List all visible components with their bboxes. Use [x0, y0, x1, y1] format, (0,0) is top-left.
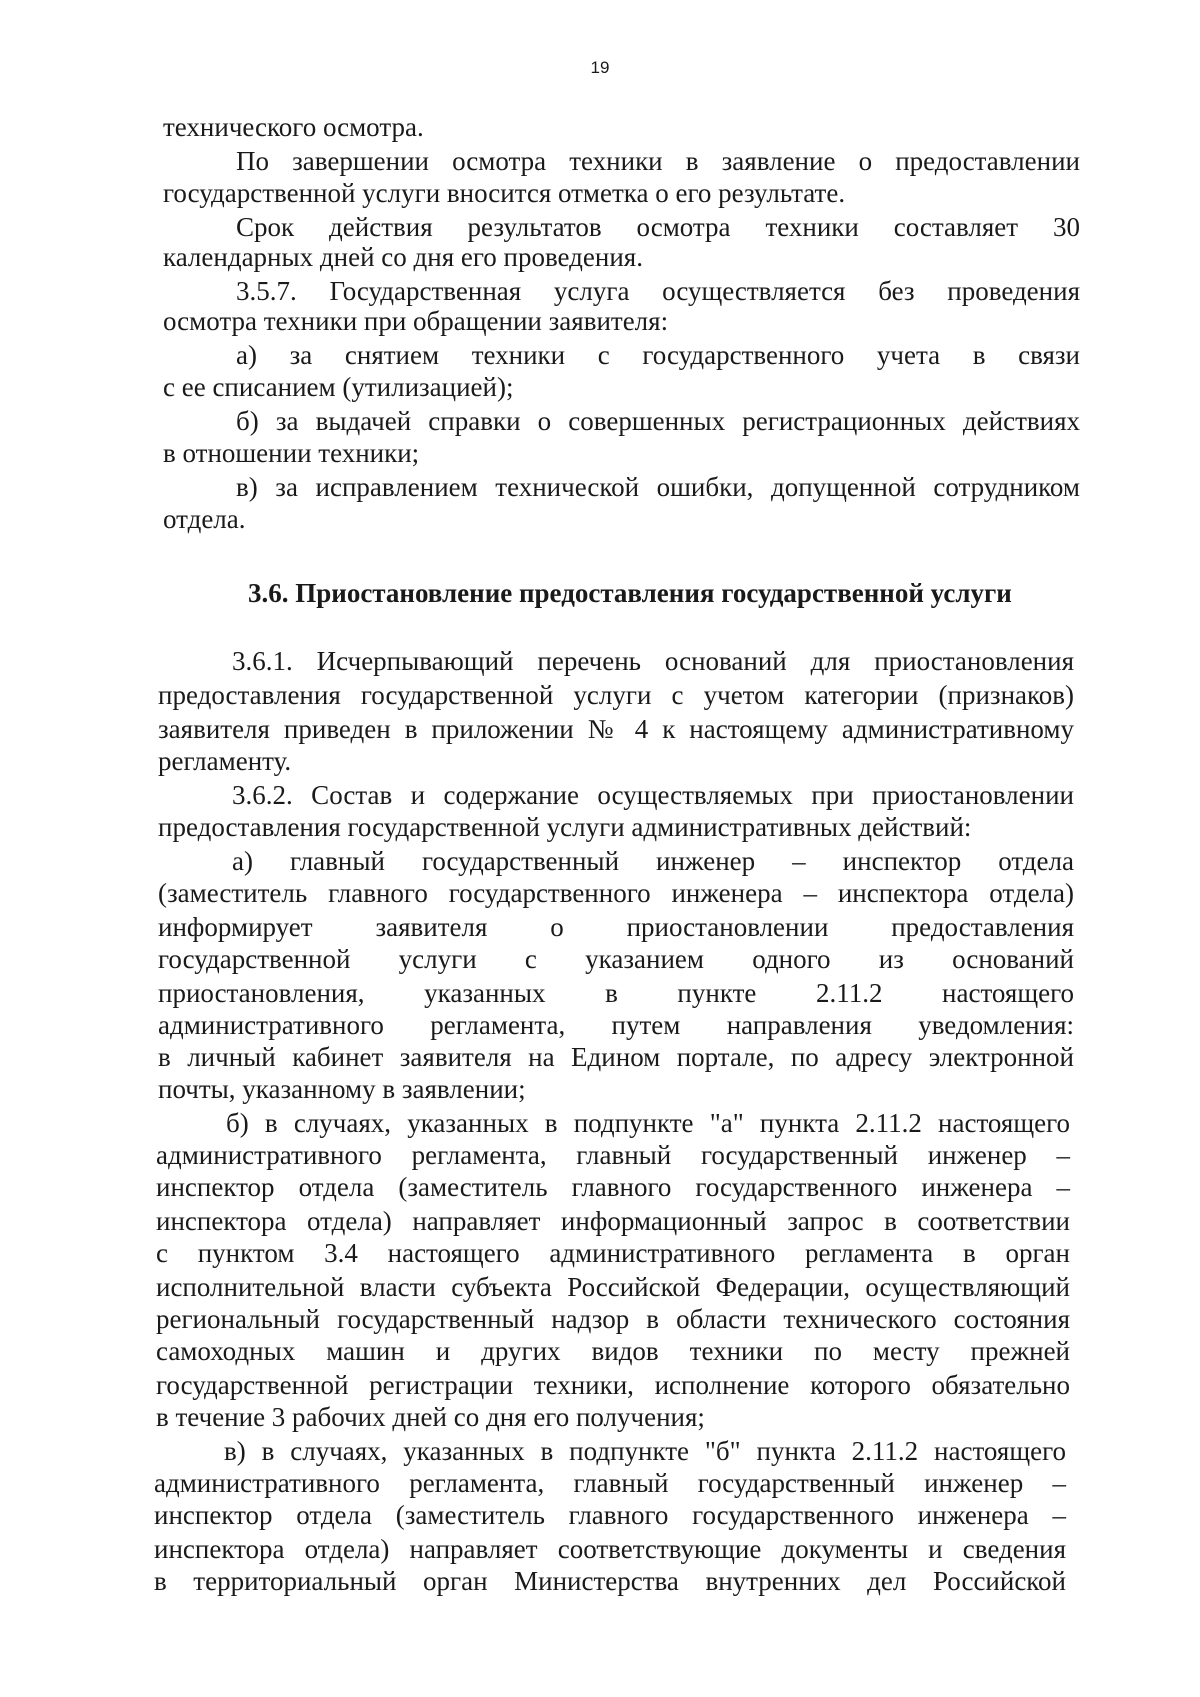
- text-line: а) главный государственный инженер – инспектор отдела: [232, 846, 1074, 876]
- text-line: предоставления государственной услуги административных действий:: [158, 812, 972, 842]
- text-line: заявителя приведен в приложении № 4 к настоящему административному: [158, 714, 1074, 744]
- page-number: 19: [590, 58, 610, 77]
- text-line: (заместитель главного государственного инженера – инспектора отдела): [158, 878, 1074, 908]
- text-line: самоходных машин и других видов техники по месту прежней: [156, 1336, 1070, 1366]
- text-line: с пунктом 3.4 настоящего административного регламента в орган: [156, 1238, 1070, 1268]
- text-line: в личный кабинет заявителя на Едином портале, по адресу электронной: [158, 1042, 1074, 1072]
- text-line: в течение 3 рабочих дней со дня его получения;: [156, 1402, 705, 1432]
- text-line: Срок действия результатов осмотра техники составляет 30: [236, 212, 1080, 242]
- text-line: исполнительной власти субъекта Российской Федерации, осуществляющий: [156, 1272, 1070, 1302]
- text-line: отдела.: [163, 504, 246, 534]
- text-line: 3.6.1. Исчерпывающий перечень оснований для приостановления: [232, 646, 1074, 676]
- text-line: государственной услуги вносится отметка о его результате.: [163, 178, 846, 208]
- text-line: инспектор отдела (заместитель главного государственного инженера –: [154, 1500, 1066, 1530]
- text-line: По завершении осмотра техники в заявление о предоставлении: [236, 146, 1080, 176]
- text-line: календарных дней со дня его проведения.: [163, 242, 643, 272]
- text-line: в отношении техники;: [163, 438, 420, 468]
- text-line: административного регламента, главный государственный инженер –: [154, 1468, 1066, 1498]
- text-line: приостановления, указанных в пункте 2.11.2 настоящего: [158, 978, 1074, 1008]
- text-line: в) за исправлением технической ошибки, допущенной сотрудником: [236, 472, 1080, 502]
- text-line: 3.6.2. Состав и содержание осуществляемых при приостановлении: [232, 780, 1074, 810]
- text-line: б) за выдачей справки о совершенных регистрационных действиях: [236, 406, 1080, 436]
- text-line: предоставления государственной услуги с учетом категории (признаков): [158, 680, 1074, 710]
- text-line: информирует заявителя о приостановлении предоставления: [158, 912, 1074, 942]
- text-line: с ее списанием (утилизацией);: [163, 372, 514, 402]
- text-line: регламенту.: [158, 746, 292, 776]
- section-heading: 3.6. Приостановление предоставления государственной услуги: [248, 578, 1012, 608]
- text-line: почты, указанному в заявлении;: [158, 1074, 526, 1104]
- text-line: административного регламента, главный государственный инженер –: [156, 1140, 1070, 1170]
- text-line: административного регламента, путем направления уведомления:: [158, 1010, 1074, 1040]
- text-line: в) в случаях, указанных в подпункте "б" пункта 2.11.2 настоящего: [224, 1436, 1066, 1466]
- text-line: государственной услуги с указанием одного из оснований: [158, 944, 1074, 974]
- text-line: 3.5.7. Государственная услуга осуществляется без проведения: [236, 276, 1080, 306]
- text-line: региональный государственный надзор в области технического состояния: [156, 1304, 1070, 1334]
- text-line: в территориальный орган Министерства внутренних дел Российской: [154, 1566, 1066, 1596]
- text-line: осмотра техники при обращении заявителя:: [163, 306, 669, 336]
- text-line: инспектора отдела) направляет информационный запрос в соответствии: [156, 1206, 1070, 1236]
- text-line: государственной регистрации техники, исполнение которого обязательно: [156, 1370, 1070, 1400]
- text-line: инспектора отдела) направляет соответствующие документы и сведения: [154, 1534, 1066, 1564]
- text-line: б) в случаях, указанных в подпункте "а" пункта 2.11.2 настоящего: [226, 1108, 1070, 1138]
- text-line: технического осмотра.: [163, 112, 424, 142]
- text-line: инспектор отдела (заместитель главного государственного инженера –: [156, 1172, 1070, 1202]
- text-line: а) за снятием техники с государственного учета в связи: [236, 340, 1080, 370]
